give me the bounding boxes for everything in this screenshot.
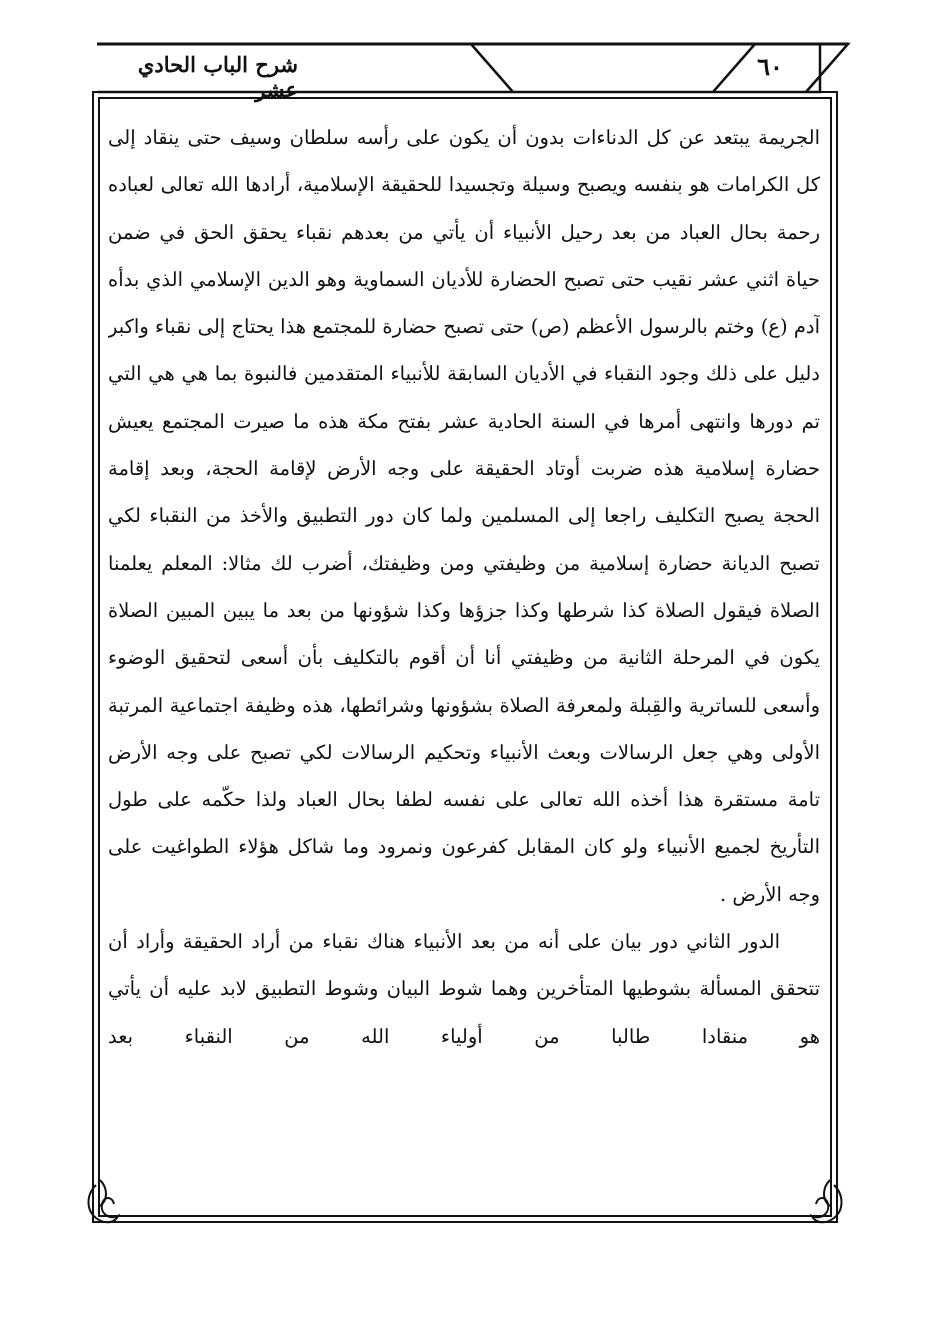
book-title: شرح الباب الحادي عشر	[137, 52, 298, 102]
body-paragraph-1: الجريمة يبتعد عن كل الدناءات بدون أن يكون على رأسه سلطان وسيف حتى ينقاد إلى كل الكرامات هو بنفسه ويصبح وسيلة وتجسيدا للحقيقة الإسلامية، أرادها الله تعالى لعباده رحمة بحال العباد من بعد رحيل الأنبياء أن يأتي من بعدهم نقباء يحقق الحق في ضمن حياة اثني عشر نقيب حتى تصبح الحضارة للأديان السماوية وهو الدين الإسلامي الذي بدأه آدم (ع) وختم بالرسول الأعظم (ص) حتى تصبح حضارة للمجتمع هذا يحتاج إلى نقباء واكبر دليل على ذلك وجود النقباء في الأديان السابقة للأنبياء المتقدمين فالنبوة بما هي هي التي تم دورها وانتهى أمرها في السنة الحادية عشر بفتح مكة هذه ما صيرت المجتمع يعيش حضارة إسلامية هذه ضربت أوتاد الحقيقة على وجه الأرض لإقامة الحجة، وبعد إقامة الحجة يصبح التكليف راجعا إلى المسلمين ولما كان دور التطبيق والأخذ من النقباء لكي تصبح الديانة حضارة إسلامية من وظيفتي ومن وظيفتك، أضرب لك مثالا: المعلم يعلمنا الصلاة فيقول الصلاة كذا شرطها وكذا جزؤها وكذا شؤونها من بعد ما يبين المبين الصلاة يكون في المرحلة الثانية من وظيفتي أنا أن أقوم بالتكليف بأن أسعى لتحقيق الوضوء وأسعى للساترية والقِبلة ولمعرفة الصلاة بشؤونها وشرائطها، هذه وظيفة اجتماعية المرتبة الأولى وهي جعل الرسالات وبعث الأنبياء وتحكيم الرسالات لكي تصبح على وجه الأرض تامة مستقرة هذا أخذه الله تعالى على نفسه لطفا بحال العباد ولذا حكّمه على طول التأريخ لجميع الأنبياء ولو كان المقابل كفرعون ونمرود وما شاكل هؤلاء الطواغيت على وجه الأرض .	[108, 126, 820, 906]
page-number: ٦٠	[757, 52, 783, 81]
page-body	[108, 114, 820, 1204]
body-paragraph-2: الدور الثاني دور بيان على أنه من بعد الأنبياء هناك نقباء من أراد الحقيقة وأراد أن تتحقق المسألة بشوطيها المتأخرين وهما شوط البيان وشوط التطبيق لابد عليه أن يأتي هو منقادا طالبا من أولياء الله من النقباء بعد	[108, 930, 820, 1048]
